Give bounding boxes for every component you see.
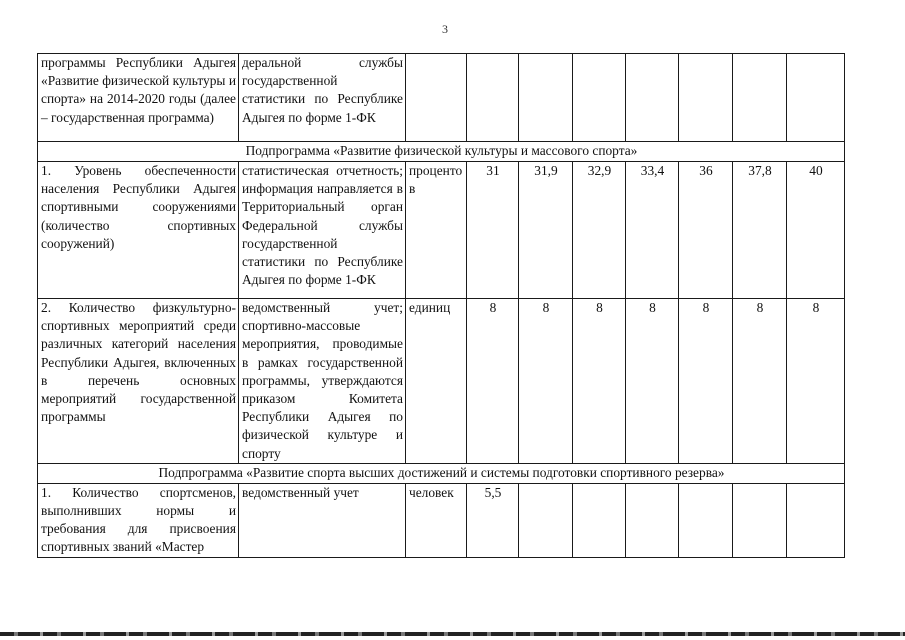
value-cell-2014: 8 <box>467 299 519 464</box>
value-cell-2020 <box>787 483 845 557</box>
value-cell-2016 <box>573 483 626 557</box>
unit-cell <box>406 54 467 142</box>
value-cell-2019 <box>733 483 787 557</box>
table-row-1 <box>38 162 845 299</box>
value-cell-2018: 8 <box>679 299 733 464</box>
value-cell-2017 <box>626 54 679 142</box>
value-cell-2020 <box>787 54 845 142</box>
table-row-3 <box>38 483 845 557</box>
subprogram-title-1: Подпрограмма «Развитие физической культуры и массового спорта» <box>38 142 845 162</box>
data-source-cell: ведомственный учет; спортивно-массовые мероприятия, проводимые в рамках государственной программы, утверждаются приказом Комитета Республики Адыгея по физической культуре и спорту <box>239 299 406 464</box>
table-row-2 <box>38 299 845 464</box>
page-number: 3 <box>442 22 448 36</box>
value-cell-2015 <box>519 483 573 557</box>
value-cell-2020: 40 <box>787 162 845 299</box>
value-cell-2015 <box>519 54 573 142</box>
indicator-name-cell: 1. Количество спортсменов, выполнивших нормы и требования для присвоения спортивных званий «Мастер <box>38 483 239 557</box>
value-cell-2018: 36 <box>679 162 733 299</box>
value-cell-2020: 8 <box>787 299 845 464</box>
value-cell-2016 <box>573 54 626 142</box>
value-cell-2014: 5,5 <box>467 483 519 557</box>
value-cell-2017: 8 <box>626 299 679 464</box>
value-cell-2016: 8 <box>573 299 626 464</box>
value-cell-2019 <box>733 54 787 142</box>
value-cell-2017 <box>626 483 679 557</box>
subprogram-row-1 <box>38 142 845 162</box>
indicator-name-cell: 2. Количество физкультурно-спортивных мероприятий среди различных категорий населения Республики Адыгея, включенных в перечень основных мероприятий государственной программы <box>38 299 239 464</box>
indicator-name-cell: программы Республики Адыгея «Развитие физической культуры и спорта» на 2014-2020 годы (далее – государственная программа) <box>38 54 239 142</box>
value-cell-2015: 8 <box>519 299 573 464</box>
unit-cell: человек <box>406 483 467 557</box>
value-cell-2019: 8 <box>733 299 787 464</box>
unit-cell: единиц <box>406 299 467 464</box>
indicator-name-cell: 1. Уровень обеспеченности населения Республики Адыгея спортивными сооружениями (количество спортивных сооружений) <box>38 162 239 299</box>
value-cell-2018 <box>679 483 733 557</box>
data-source-cell: ведомственный учет <box>239 483 406 557</box>
table-row-top <box>38 54 845 142</box>
value-cell-2017: 33,4 <box>626 162 679 299</box>
value-cell-2019: 37,8 <box>733 162 787 299</box>
indicators-table <box>37 53 845 558</box>
value-cell-2014 <box>467 54 519 142</box>
unit-cell: процентов <box>406 162 467 299</box>
value-cell-2016: 32,9 <box>573 162 626 299</box>
value-cell-2015: 31,9 <box>519 162 573 299</box>
subprogram-title-2: Подпрограмма «Развитие спорта высших достижений и системы подготовки спортивного резерва» <box>38 463 845 483</box>
value-cell-2014: 31 <box>467 162 519 299</box>
value-cell-2018 <box>679 54 733 142</box>
scan-edge-artifact <box>0 632 905 636</box>
data-source-cell: статистическая отчетность; информация направляется в Территориальный орган Федеральной службы государственной статистики по Республике Адыгея по форме 1-ФК <box>239 162 406 299</box>
data-source-cell: деральной службы государственной статистики по Республике Адыгея по форме 1-ФК <box>239 54 406 142</box>
subprogram-row-2 <box>38 463 845 483</box>
